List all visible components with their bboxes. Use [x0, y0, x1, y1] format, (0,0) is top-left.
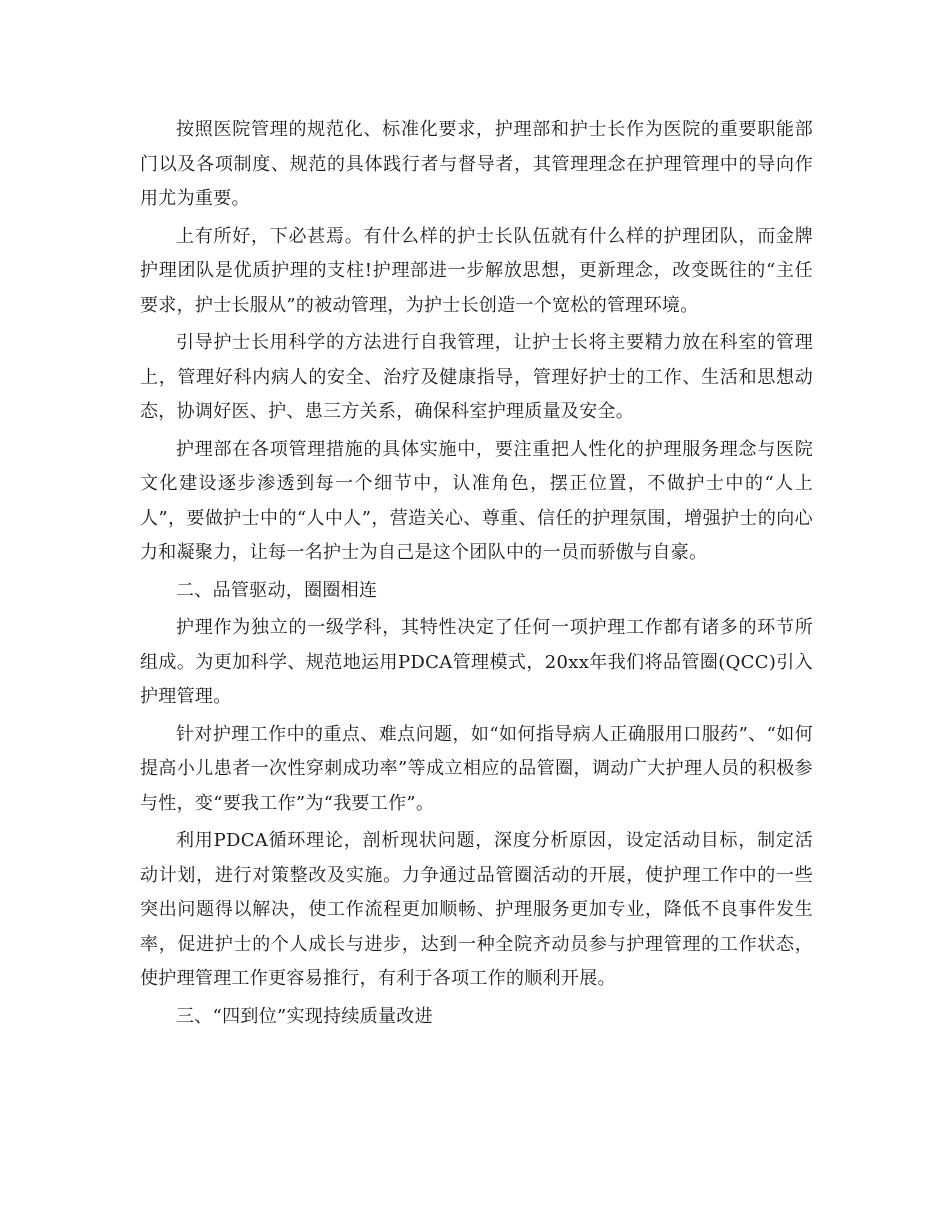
document-body — [140, 113, 813, 1037]
paragraph-1: 按照医院管理的规范化、标准化要求，护理部和护士长作为医院的重要职能部门以及各项制度、规范的具体践行者与督导者，其管理理念在护理管理中的导向作用尤为重要。 — [140, 119, 813, 209]
paragraph-6: 针对护理工作中的重点、难点问题，如“如何指导病人正确服用口服药”、“如何提高小儿患者一次性穿刺成功率”等成立相应的品管圈，调动广大护理人员的积极参与性，变“要我工作”为“我要工作”。 — [140, 723, 813, 814]
paragraph-4: 护理部在各项管理措施的具体实施中，要注重把人性化的护理服务理念与医院文化建设逐步渗透到每一个细节中，认准角色，摆正位置，不做护士中的“人上人”，要做护士中的“人中人”，营造关心、尊重、信任的护理氛围，增强护士的向心力和凝聚力，让每一名护士为自己是这个团队中的一员而骄傲与自豪。 — [140, 438, 813, 563]
section-heading-3: 三、“四到位”实现持续质量改进 — [176, 1005, 433, 1027]
paragraph-7: 利用PDCA循环理论，剖析现状问题，深度分析原因，设定活动目标，制定活动计划，进行对策整改及实施。力争通过品管圈活动的开展，使护理工作中的一些突出问题得以解决，使工作流程更加顺畅、护理服务更加专业，降低不良事件发生率，促进护士的个人成长与进步，达到一种全院齐动员参与护理管理的工作状态，使护理管理工作更容易推行，有利于各项工作的顺利开展。 — [140, 830, 813, 989]
paragraph-3: 引导护士长用科学的方法进行自我管理，让护士长将主要精力放在科室的管理上，管理好科内病人的安全、治疗及健康指导，管理好护士的工作、生活和思想动态，协调好医、护、患三方关系，确保科室护理质量及安全。 — [140, 332, 813, 422]
paragraph-2: 上有所好，下必甚焉。有什么样的护士长队伍就有什么样的护理团队，而金牌护理团队是优质护理的支柱!护理部进一步解放思想，更新理念，改变既往的“主任要求，护士长服从”的被动管理，为护士长创造一个宽松的管理环境。 — [140, 225, 813, 316]
section-heading-2: 二、品管驱动，圈圈相连 — [176, 579, 378, 601]
paragraph-5: 护理作为独立的一级学科，其特性决定了任何一项护理工作都有诸多的环节所组成。为更加科学、规范地运用PDCA管理模式，20xx年我们将品管圈(QCC)引入护理管理。 — [140, 617, 813, 707]
